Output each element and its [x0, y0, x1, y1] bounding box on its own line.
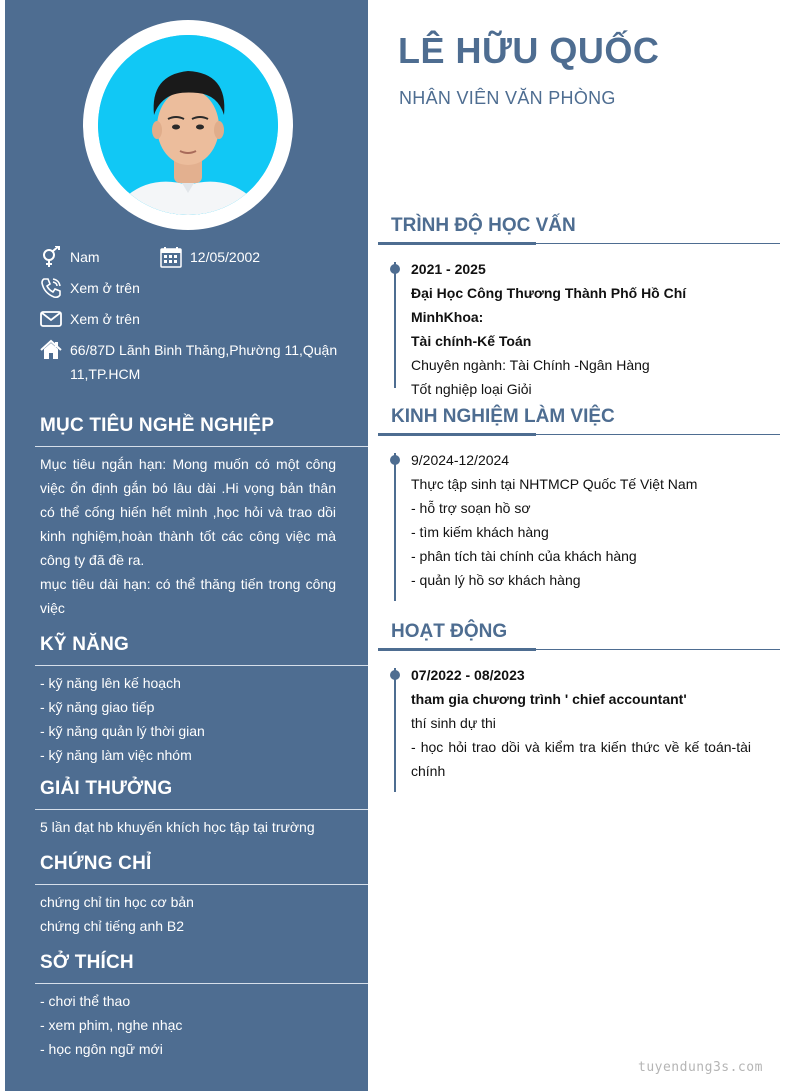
awards-divider: [35, 809, 368, 810]
activities-heading: HOẠT ĐỘNG: [391, 621, 508, 642]
hobbies-list: [40, 989, 336, 1061]
education-school-line-1: Đại Học Công Thương Thành Phố Hồ Chí MinhKhoa:: [411, 285, 687, 325]
candidate-name: LÊ HỮU QUỐC: [398, 30, 660, 71]
email-value: Xem ở trên: [70, 311, 140, 327]
calendar-icon: [160, 246, 182, 268]
objective-text: [40, 452, 336, 620]
skills-heading: KỸ NĂNG: [40, 634, 130, 655]
gender-value: Nam: [70, 249, 100, 265]
experience-timeline-dot: [390, 455, 400, 465]
education-major: Chuyên ngành: Tài Chính -Ngân Hàng: [411, 357, 650, 373]
education-timeline-dot: [390, 264, 400, 274]
activities-period: 07/2022 - 08/2023: [411, 667, 525, 683]
education-grade: Tốt nghiệp loại Giỏi: [411, 381, 532, 397]
address-line-2: 11,TP.HCM: [70, 366, 141, 382]
skill-item: - kỹ năng lên kế hoạch: [40, 675, 181, 691]
activities-role: thí sinh dự thi: [411, 715, 496, 731]
education-divider: [378, 243, 780, 244]
awards-heading: GIẢI THƯỞNG: [40, 778, 173, 799]
activities-divider: [378, 649, 780, 650]
experience-heading: KINH NGHIỆM LÀM VIỆC: [391, 406, 615, 427]
activities-detail: - học hỏi trao dồi và kiểm tra kiến thức về kế toán-tài chính: [411, 739, 751, 779]
avatar-portrait-icon: [98, 35, 278, 215]
hobbies-heading: SỞ THÍCH: [40, 952, 134, 973]
objective-divider: [35, 446, 368, 447]
education-heading: TRÌNH ĐỘ HỌC VẤN: [391, 215, 576, 236]
certificates-divider: [35, 884, 368, 885]
sidebar: [5, 0, 368, 1091]
experience-task: - tìm kiếm khách hàng: [411, 524, 549, 540]
experience-entry: [411, 448, 751, 592]
activities-timeline: [394, 668, 396, 792]
experience-task: - phân tích tài chính của khách hàng: [411, 548, 637, 564]
birthdate-value: 12/05/2002: [190, 249, 261, 265]
skill-item: - kỹ năng quản lý thời gian: [40, 723, 205, 739]
phone-icon: [40, 277, 62, 299]
hobby-item: - chơi thể thao: [40, 993, 131, 1009]
certificates-heading: CHỨNG CHỈ: [40, 853, 152, 874]
experience-position: Thực tập sinh tại NHTMCP Quốc Tế Việt Nam: [411, 476, 698, 492]
education-timeline: [394, 262, 396, 388]
skills-list: [40, 671, 336, 767]
skills-divider: [35, 665, 368, 666]
experience-period: 9/2024-12/2024: [411, 452, 510, 468]
objective-short-term: Mục tiêu ngắn hạn: Mong muốn có một công việc ổn định gắn bó lâu dài .Hi vọng bản thân có thể cống hiến hết mình ,học hỏi và trao dồi kinh nghiệm,hoàn thành tốt các công việc mà công ty đã đề ra.: [40, 456, 336, 568]
skill-item: - kỹ năng làm việc nhóm: [40, 747, 192, 763]
hobby-item: - xem phim, nghe nhạc: [40, 1017, 183, 1033]
education-period: 2021 - 2025: [411, 261, 486, 277]
activities-title: tham gia chương trình ' chief accountant': [411, 691, 687, 707]
hobbies-divider: [35, 983, 368, 984]
objective-long-term: mục tiêu dài hạn: có thể thăng tiến trong công việc: [40, 576, 336, 616]
activities-entry: [411, 663, 751, 783]
award-item: 5 lần đạt hb khuyến khích học tập tại trường: [40, 819, 315, 835]
avatar-frame: [83, 20, 293, 230]
certificate-item: chứng chỉ tin học cơ bản: [40, 894, 194, 910]
gender-icon: [40, 246, 62, 268]
hobby-item: - học ngôn ngữ mới: [40, 1041, 163, 1057]
address-value: [70, 338, 360, 386]
education-school-line-2: Tài chính-Kế Toán: [411, 333, 532, 349]
activities-timeline-dot: [390, 670, 400, 680]
home-icon: [40, 339, 62, 361]
education-entry: [411, 257, 751, 401]
envelope-icon: [40, 308, 62, 330]
experience-task: - quản lý hồ sơ khách hàng: [411, 572, 581, 588]
phone-value: Xem ở trên: [70, 280, 140, 296]
address-line-1: 66/87D Lãnh Binh Thăng,Phường 11,Quận: [70, 342, 338, 358]
experience-timeline: [394, 453, 396, 601]
watermark: tuyendung3s.com: [638, 1060, 763, 1075]
skill-item: - kỹ năng giao tiếp: [40, 699, 155, 715]
avatar: [98, 35, 278, 215]
experience-divider: [378, 434, 780, 435]
experience-task: - hỗ trợ soạn hồ sơ: [411, 500, 531, 516]
job-title: NHÂN VIÊN VĂN PHÒNG: [399, 88, 616, 108]
certificates-list: [40, 890, 336, 938]
awards-list: [40, 815, 336, 839]
objective-heading: MỤC TIÊU NGHỀ NGHIỆP: [40, 415, 275, 436]
certificate-item: chứng chỉ tiếng anh B2: [40, 918, 185, 934]
